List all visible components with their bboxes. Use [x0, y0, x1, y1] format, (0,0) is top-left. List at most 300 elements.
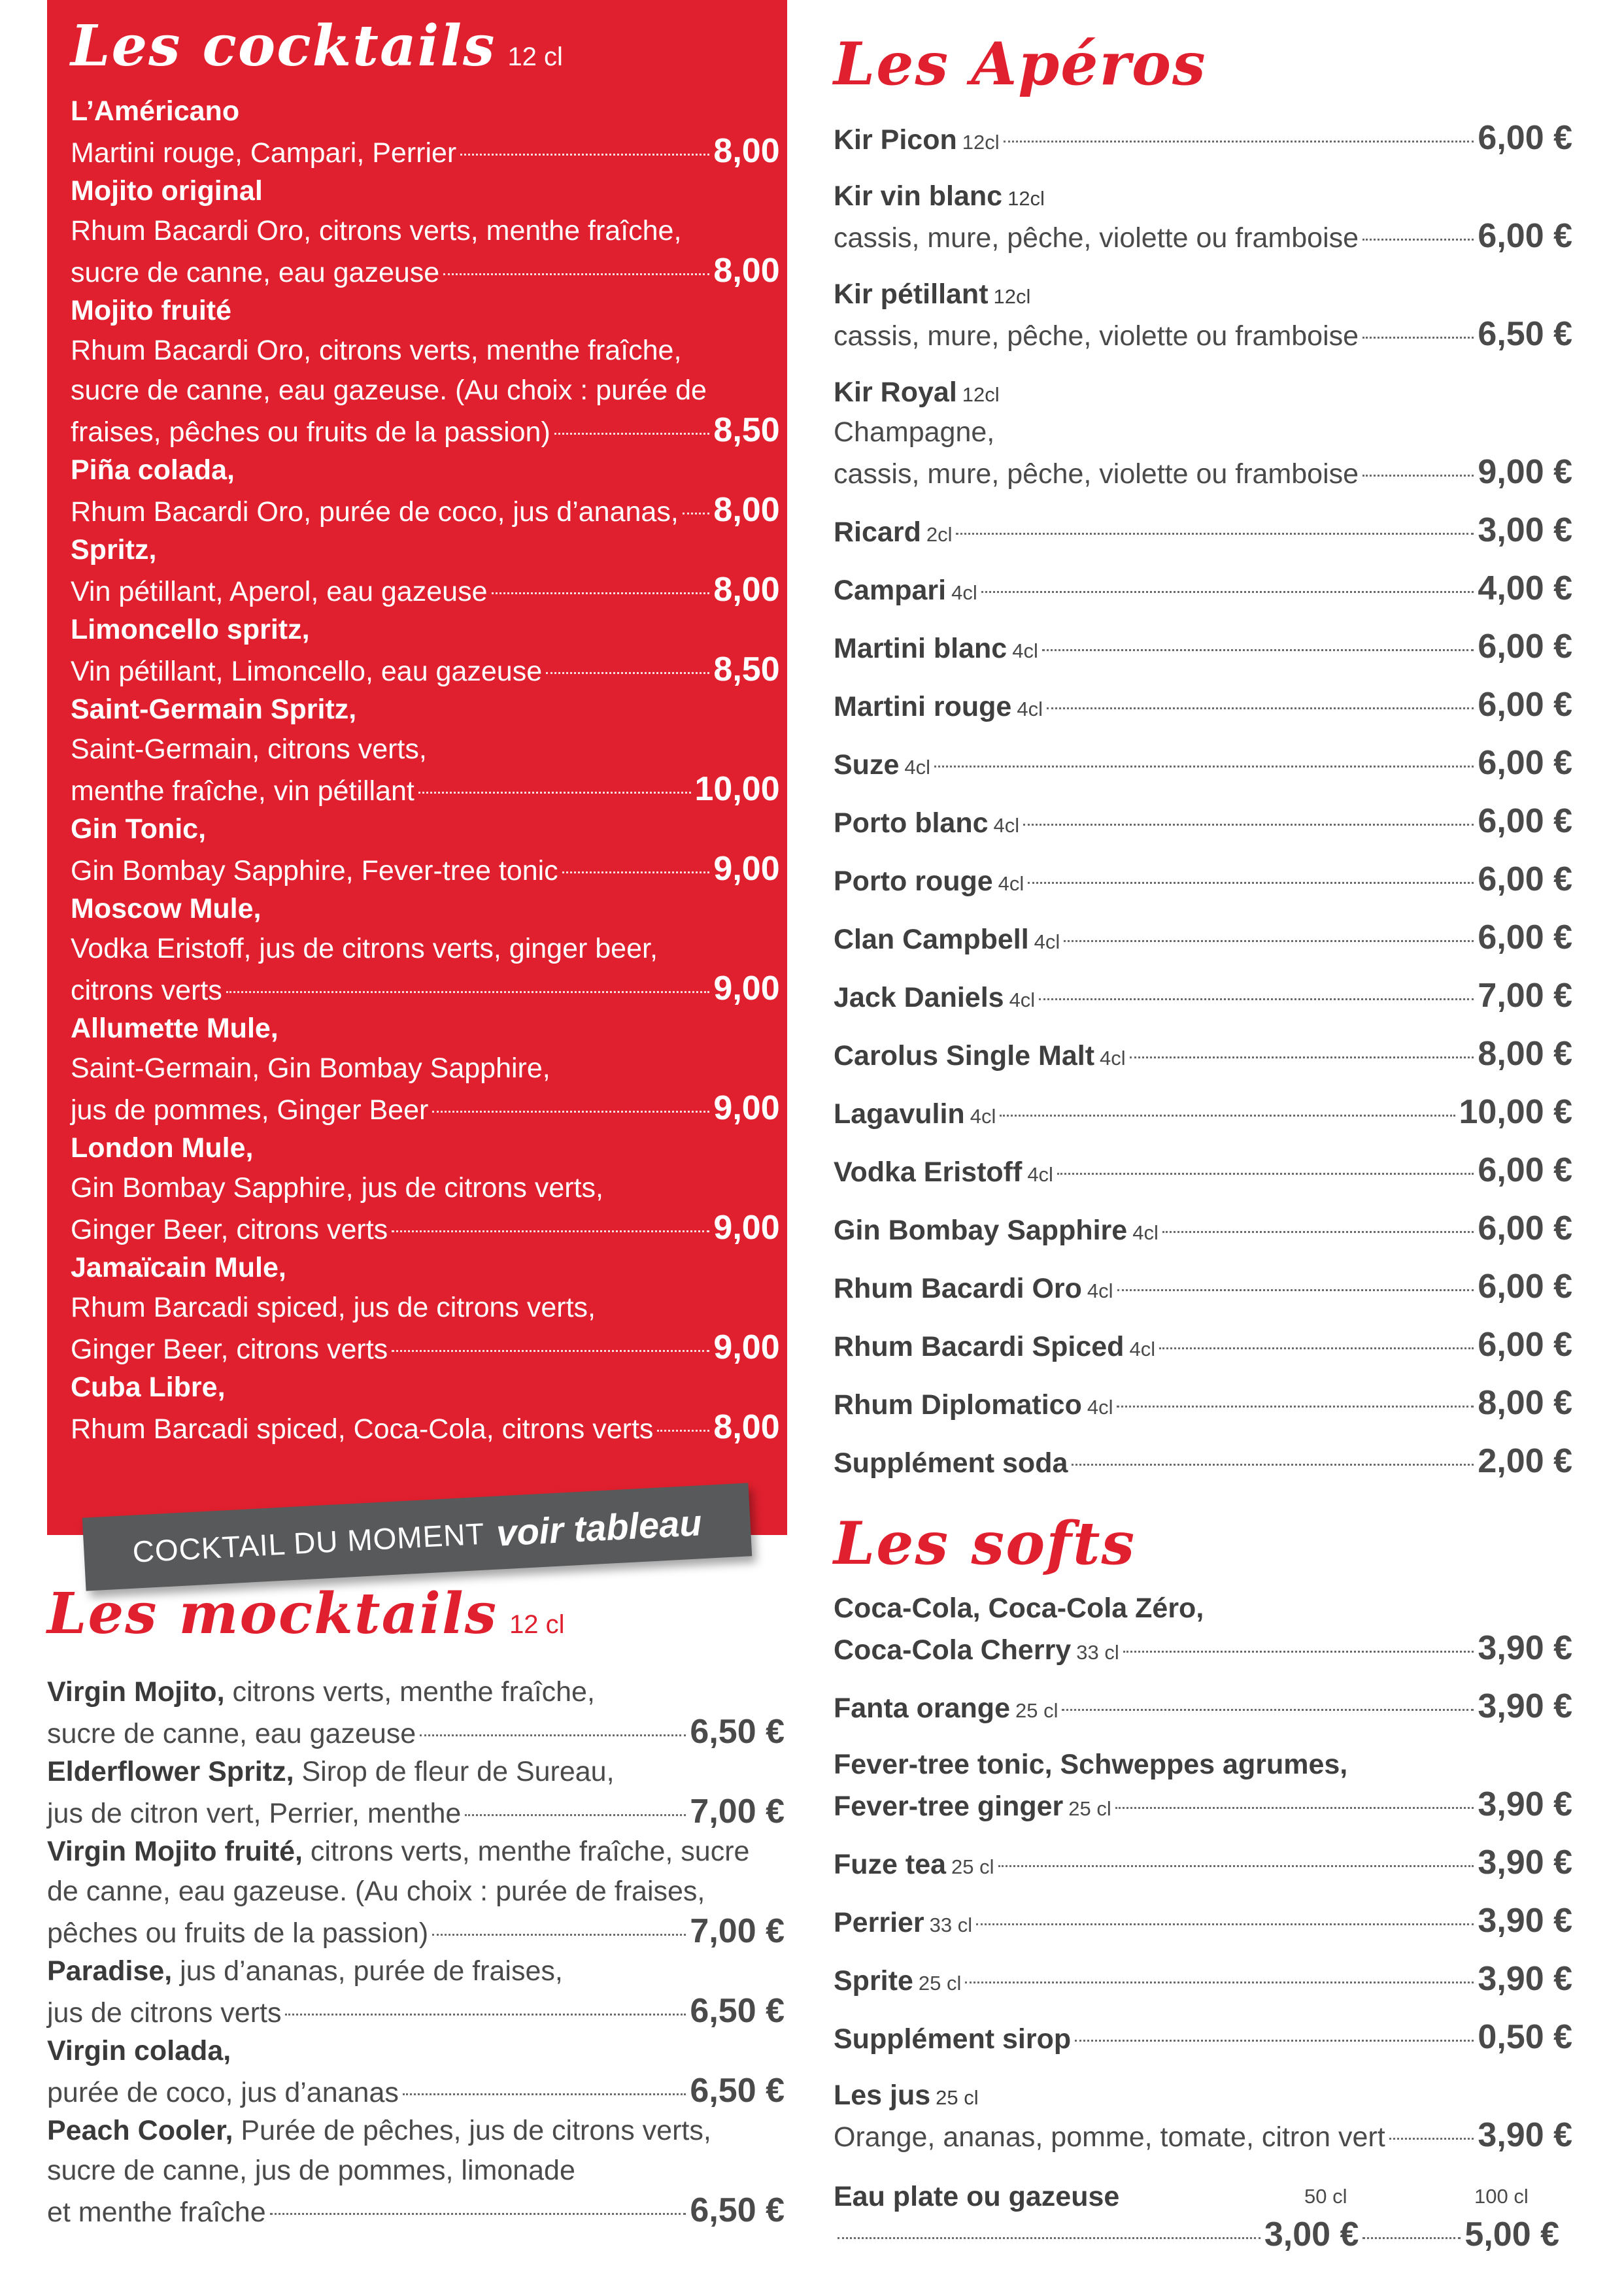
menu-item	[47, 2111, 785, 2231]
dotted-leader	[976, 1923, 1474, 1925]
item-name: Fever-tree ginger	[834, 1791, 1064, 1822]
item-price: 8,00 €	[713, 252, 808, 290]
item-price-row	[834, 2017, 1572, 2057]
item-description: citrons verts, menthe fraîche, sucre	[302, 1836, 750, 1867]
item-spacer	[834, 1132, 1572, 1151]
item-description: Champagne,	[834, 416, 995, 448]
dotted-leader	[1028, 882, 1474, 884]
menu-item	[71, 530, 808, 610]
item-price: 8,00 €	[713, 1408, 808, 1446]
item-first-line	[47, 1951, 785, 1991]
menu-item	[834, 1901, 1572, 1941]
item-name: Peach Cooler,	[47, 2115, 233, 2146]
cocktail-list	[71, 92, 808, 1447]
water-price-large: 5,00 €	[1464, 2216, 1559, 2253]
item-price: 9,00 €	[713, 970, 808, 1007]
water-price-small: 3,00 €	[1264, 2216, 1359, 2253]
item-name: Clan Campbell	[834, 924, 1029, 955]
item-name: Les jus	[834, 2080, 931, 2111]
item-price: 8,00 €	[1478, 1035, 1572, 1073]
item-name: Porto rouge	[834, 866, 993, 897]
item-price-row	[834, 1151, 1572, 1190]
item-spacer	[834, 1423, 1572, 1442]
item-description: cassis, mure, pêche, violette ou framboise	[834, 222, 1359, 254]
item-price-row	[834, 1267, 1572, 1307]
item-spacer	[834, 725, 1572, 743]
item-price: 9,00 €	[713, 1328, 808, 1366]
item-spacer	[834, 841, 1572, 860]
item-price-row	[47, 2071, 785, 2111]
item-description: Ginger Beer, citrons verts	[71, 1214, 388, 1245]
item-price-row	[834, 1901, 1572, 1941]
menu-item	[47, 2031, 785, 2111]
item-price: 3,90 €	[1478, 1629, 1572, 1667]
item-price-row	[47, 1712, 785, 1752]
item-spacer	[834, 609, 1572, 627]
menu-item	[834, 801, 1572, 841]
item-name: Paradise,	[47, 1955, 173, 1987]
mocktail-list	[47, 1672, 785, 2231]
item-price-row	[834, 452, 1572, 492]
item-description: purée de coco, jus d’ananas	[47, 2077, 399, 2108]
dotted-leader	[270, 2213, 686, 2215]
item-price: 6,00 €	[1478, 217, 1572, 255]
menu-item	[47, 1752, 785, 1832]
dotted-leader	[1064, 940, 1474, 942]
item-price-row	[71, 131, 808, 171]
menu-item	[71, 1128, 808, 1248]
item-price: 9,00 €	[713, 850, 808, 888]
menu-item	[834, 511, 1572, 550]
cocktails-heading	[71, 13, 563, 85]
item-price-row	[71, 1408, 808, 1447]
item-price: 0,50 €	[1478, 2018, 1572, 2056]
dotted-leader	[432, 1111, 709, 1113]
item-spacer	[834, 158, 1572, 177]
item-description: jus de pommes, Ginger Beer	[71, 1094, 429, 1126]
item-price-row	[834, 918, 1572, 958]
item-price-row	[834, 860, 1572, 900]
item-description: Sirop de fleur de Sureau,	[294, 1756, 615, 1787]
item-volume: 33 cl	[1076, 1641, 1119, 1664]
item-name: Martini rouge	[834, 691, 1012, 722]
dotted-leader	[554, 433, 710, 435]
menu-item	[834, 1687, 1572, 1727]
item-name: Cuba Libre,	[71, 1372, 226, 1403]
item-price: 6,50 €	[690, 1713, 785, 1751]
menu-item	[834, 118, 1572, 158]
menu-item	[834, 1325, 1572, 1365]
item-price-row	[834, 1442, 1572, 1481]
item-spacer	[834, 1307, 1572, 1325]
water-item	[834, 2177, 1572, 2262]
dotted-leader	[1057, 1173, 1474, 1175]
item-spacer	[834, 1016, 1572, 1034]
item-name-row	[834, 2076, 1572, 2116]
item-volume: 25 cl	[918, 1972, 962, 1995]
item-price-row	[834, 1383, 1572, 1423]
item-price: 4,00 €	[1478, 569, 1572, 607]
menu-item	[71, 809, 808, 889]
dotted-leader	[392, 1230, 709, 1232]
item-price-row	[834, 1209, 1572, 1249]
dotted-leader	[562, 871, 710, 873]
item-name-row	[834, 177, 1572, 216]
item-name: Limoncello spritz,	[71, 614, 310, 645]
item-name: Porto blanc	[834, 807, 989, 839]
item-name: Vodka Eristoff	[834, 1156, 1023, 1188]
menu-item	[47, 1951, 785, 2031]
item-name: Perrier	[834, 1907, 924, 1938]
item-description: sucre de canne, eau gazeuse. (Au choix : purée de	[71, 375, 707, 406]
item-volume: 4cl	[1009, 988, 1036, 1011]
item-description: de canne, eau gazeuse. (Au choix : purée de fraises,	[47, 1876, 705, 1907]
mocktails-title: Les mocktails	[47, 1581, 498, 1647]
menu-item	[834, 1209, 1572, 1249]
item-spacer	[834, 1190, 1572, 1209]
item-name: Elderflower Spritz,	[47, 1756, 294, 1787]
item-description: cassis, mure, pêche, violette ou framboise	[834, 458, 1359, 490]
menu-item	[834, 860, 1572, 900]
item-name: Campari	[834, 575, 947, 606]
item-description: Rhum Bacardi Oro, citrons verts, menthe fraîche,	[71, 335, 682, 366]
dotted-leader	[1000, 1115, 1455, 1117]
item-name: Kir vin blanc	[834, 180, 1003, 212]
menu-item	[834, 177, 1572, 256]
menu-item	[834, 2017, 1572, 2057]
item-name: Jamaïcain Mule,	[71, 1252, 286, 1283]
item-name: L’Américano	[71, 95, 240, 127]
item-description: Gin Bombay Sapphire, jus de citrons verts,	[71, 1172, 603, 1204]
item-volume: 4cl	[998, 872, 1024, 895]
item-volume: 4cl	[1027, 1163, 1053, 1186]
item-spacer	[834, 900, 1572, 918]
item-name: Moscow Mule,	[71, 893, 262, 924]
item-name: Jack Daniels	[834, 982, 1004, 1013]
item-price-row	[47, 1792, 785, 1832]
item-volume: 4cl	[904, 756, 931, 779]
item-name: Supplément sirop	[834, 2023, 1072, 2055]
item-spacer	[834, 958, 1572, 976]
item-name: Lagavulin	[834, 1098, 965, 1130]
item-name: Supplément soda	[834, 1447, 1068, 1479]
item-description: Martini rouge, Campari, Perrier	[71, 137, 457, 169]
dotted-leader	[981, 591, 1474, 593]
item-description: Saint-Germain, citrons verts,	[71, 734, 427, 765]
item-description: Orange, ananas, pomme, tomate, citron vert	[834, 2121, 1385, 2153]
item-first-line	[47, 2031, 785, 2071]
item-name: Fanta orange	[834, 1693, 1010, 1724]
item-price-row	[834, 976, 1572, 1016]
item-name-row	[834, 1745, 1572, 1785]
item-volume: 12cl	[1007, 187, 1045, 210]
menu-item	[71, 171, 808, 291]
item-name: Coca-Cola Cherry	[834, 1634, 1072, 1666]
item-price: 6,00 €	[1478, 860, 1572, 898]
dotted-leader	[1117, 1289, 1474, 1291]
menu-item	[834, 1745, 1572, 1825]
menu-item	[47, 1672, 785, 1752]
menu-item	[834, 1092, 1572, 1132]
item-price-row	[834, 1034, 1572, 1074]
dotted-leader	[1117, 1406, 1474, 1408]
item-price-row	[834, 743, 1572, 783]
item-price: 6,00 €	[1478, 1326, 1572, 1364]
dotted-leader	[1362, 2237, 1461, 2239]
item-price: 3,90 €	[1478, 1785, 1572, 1823]
dotted-leader	[683, 513, 710, 514]
item-price: 3,90 €	[1478, 1902, 1572, 1940]
item-name: Allumette Mule,	[71, 1013, 279, 1044]
menu-item	[834, 1034, 1572, 1074]
water-prices	[834, 2215, 1559, 2261]
item-price: 9,00 €	[713, 1089, 808, 1127]
dotted-leader	[1123, 1651, 1474, 1653]
cocktails-panel	[47, 0, 808, 1535]
item-price-row	[834, 627, 1572, 667]
dotted-leader	[460, 154, 709, 156]
dotted-leader	[1162, 1231, 1474, 1233]
item-name: Virgin Mojito,	[47, 1676, 225, 1708]
item-price: 8,50 €	[713, 411, 808, 449]
dotted-leader	[1072, 1464, 1474, 1466]
item-name: Martini blanc	[834, 633, 1007, 664]
menu-item	[834, 918, 1572, 958]
menu-item	[71, 450, 808, 530]
item-price-row	[834, 801, 1572, 841]
menu-item	[834, 1151, 1572, 1190]
item-volume: 2cl	[926, 523, 953, 546]
item-price-row	[834, 216, 1572, 256]
cocktails-volume: 12 cl	[507, 42, 563, 71]
dotted-leader	[657, 1430, 709, 1432]
menu-item	[834, 1959, 1572, 1999]
item-price: 8,00 €	[713, 571, 808, 609]
item-price-row	[71, 969, 808, 1009]
item-volume: 25 cl	[1015, 1699, 1058, 1722]
item-name: Piña colada,	[71, 454, 235, 486]
item-volume: 4cl	[1129, 1338, 1156, 1360]
menu-item	[71, 610, 808, 690]
item-price-row	[834, 118, 1572, 158]
item-price-row	[71, 1208, 808, 1248]
dotted-leader	[1115, 1807, 1474, 1809]
item-spacer	[834, 1825, 1572, 1843]
dotted-leader	[1362, 475, 1474, 477]
item-description: jus de citrons verts	[47, 1997, 282, 2029]
menu-item	[834, 1267, 1572, 1307]
banner-emphasis: voir tableau	[495, 1501, 703, 1554]
item-price: 6,00 €	[1478, 1268, 1572, 1306]
item-volume: 4cl	[1100, 1047, 1126, 1070]
dotted-leader	[1159, 1347, 1474, 1349]
item-name: Sprite	[834, 1965, 913, 1997]
item-price: 10,00 €	[1459, 1093, 1572, 1131]
dotted-leader	[546, 672, 709, 674]
dotted-leader	[1062, 1709, 1474, 1711]
menu-item	[834, 2076, 1572, 2155]
item-description: jus d’ananas, purée de fraises,	[172, 1955, 563, 1987]
item-price-row	[834, 511, 1572, 550]
item-price-row	[71, 1328, 808, 1368]
item-price-row	[834, 1687, 1572, 1727]
item-description: Vin pétillant, Aperol, eau gazeuse	[71, 576, 488, 607]
item-name: Suze	[834, 749, 900, 781]
item-spacer	[834, 1365, 1572, 1383]
dotted-leader	[418, 792, 691, 794]
item-name: Virgin Mojito fruité,	[47, 1836, 303, 1867]
item-price-row	[71, 849, 808, 889]
menu-item	[834, 1843, 1572, 1883]
item-price-row	[71, 411, 808, 450]
item-name: Kir pétillant	[834, 278, 989, 310]
item-name: Rhum Bacardi Spiced	[834, 1331, 1125, 1362]
item-description: Vodka Eristoff, jus de citrons verts, ginger beer,	[71, 933, 658, 964]
menu-item	[834, 976, 1572, 1016]
dotted-leader	[392, 1350, 709, 1352]
menu-item	[834, 1383, 1572, 1423]
item-price-row	[834, 685, 1572, 725]
item-volume: 25 cl	[951, 1855, 994, 1878]
item-name: Kir Picon	[834, 124, 957, 156]
item-price-row	[47, 2191, 785, 2231]
menu-item	[834, 373, 1572, 492]
dotted-leader	[1389, 2138, 1474, 2140]
item-price-row	[71, 251, 808, 291]
menu-item	[834, 1442, 1572, 1481]
item-price: 6,00 €	[1478, 119, 1572, 157]
item-price: 3,90 €	[1478, 1960, 1572, 1998]
item-description: citrons verts	[71, 975, 222, 1006]
item-description: menthe fraîche, vin pétillant	[71, 775, 414, 807]
dotted-leader	[1362, 337, 1474, 339]
item-name-row	[834, 275, 1572, 314]
item-price-row	[834, 314, 1572, 354]
menu-item	[834, 743, 1572, 783]
item-spacer	[834, 2057, 1572, 2076]
item-volume: 12cl	[962, 131, 1000, 154]
item-price: 9,00 €	[713, 1209, 808, 1247]
item-name: Gin Bombay Sapphire	[834, 1215, 1128, 1246]
item-price: 3,90 €	[1478, 1687, 1572, 1725]
item-spacer	[834, 1249, 1572, 1267]
item-description: Rhum Barcadi spiced, Coca-Cola, citrons verts	[71, 1413, 654, 1445]
menu-item	[834, 275, 1572, 354]
item-price: 6,00 €	[1478, 1209, 1572, 1247]
menu-item	[71, 1368, 808, 1447]
dotted-leader	[1039, 998, 1474, 1000]
item-spacer	[834, 1883, 1572, 1901]
item-description: Ginger Beer, citrons verts	[71, 1334, 388, 1365]
item-spacer	[834, 783, 1572, 801]
item-price-row	[834, 1843, 1572, 1883]
dotted-leader	[432, 1934, 686, 1936]
item-price-row	[834, 1628, 1572, 1668]
item-price: 6,00 €	[1478, 628, 1572, 666]
item-price: 6,00 €	[1478, 919, 1572, 956]
menu-item	[834, 569, 1572, 609]
item-description: sucre de canne, jus de pommes, limonade	[47, 2155, 575, 2186]
item-volume: 4cl	[951, 581, 977, 604]
item-price: 8,50 €	[713, 650, 808, 688]
item-spacer	[834, 256, 1572, 275]
item-volume: 4cl	[1132, 1221, 1159, 1244]
item-spacer	[834, 492, 1572, 511]
item-price-row	[71, 650, 808, 690]
item-price-row	[71, 1088, 808, 1128]
item-spacer	[834, 1668, 1572, 1687]
item-price: 6,50 €	[1478, 315, 1572, 353]
item-spacer	[834, 354, 1572, 373]
item-description: sucre de canne, eau gazeuse	[71, 257, 440, 288]
item-price: 8,00 €	[713, 491, 808, 529]
dotted-leader	[285, 2014, 686, 2016]
cocktails-title: Les cocktails	[71, 13, 496, 79]
item-volume: 4cl	[1087, 1279, 1113, 1302]
item-name: Rhum Bacardi Oro	[834, 1273, 1082, 1304]
item-name: Carolus Single Malt	[834, 1040, 1095, 1071]
item-volume: 4cl	[993, 814, 1020, 837]
soft-list	[834, 1589, 1572, 2155]
dotted-leader	[420, 1734, 686, 1736]
item-description: jus de citron vert, Perrier, menthe	[47, 1798, 462, 1829]
item-price: 3,90 €	[1478, 2116, 1572, 2154]
item-price: 8,00 €	[713, 132, 808, 170]
menu-item	[71, 291, 808, 450]
item-price: 6,00 €	[1478, 744, 1572, 782]
item-price: 7,00 €	[1478, 977, 1572, 1015]
item-price: 6,50 €	[690, 1992, 785, 2030]
item-description: pêches ou fruits de la passion)	[47, 1917, 429, 1949]
softs-title: Les softs	[834, 1509, 1136, 1578]
item-price: 3,00 €	[1478, 511, 1572, 549]
item-description: cassis, mure, pêche, violette ou framboise	[834, 320, 1359, 352]
mocktails-volume: 12 cl	[509, 1610, 565, 1639]
item-price: 3,90 €	[1478, 1844, 1572, 1881]
apero-list	[834, 118, 1572, 1481]
dotted-leader	[465, 1814, 686, 1816]
menu-item	[47, 1832, 785, 1951]
item-price: 10,00 €	[694, 770, 808, 808]
item-description: Saint-Germain, Gin Bombay Sapphire,	[71, 1053, 550, 1084]
dotted-leader	[226, 991, 710, 993]
item-price-row	[834, 1092, 1572, 1132]
item-name-row	[834, 373, 1572, 413]
item-description: Vin pétillant, Limoncello, eau gazeuse	[71, 656, 543, 687]
item-volume: 12cl	[962, 383, 1000, 406]
item-name: Coca-Cola, Coca-Cola Zéro,	[834, 1593, 1204, 1624]
item-name: Kir Royal	[834, 377, 957, 408]
item-description: Purée de pêches, jus de citrons verts,	[233, 2115, 711, 2146]
mocktails-heading	[47, 1581, 565, 1647]
aperos-title: Les Apéros	[834, 29, 1207, 99]
item-description: Rhum Bacardi Oro, citrons verts, menthe fraîche,	[71, 215, 682, 246]
water-volume-small: 50 cl	[1304, 2185, 1347, 2208]
item-first-line	[47, 1672, 785, 1712]
item-price: 6,50 €	[690, 2191, 785, 2229]
item-volume: 4cl	[1087, 1396, 1113, 1419]
item-spacer	[834, 1074, 1572, 1092]
item-volume: 33 cl	[929, 1914, 973, 1936]
item-price: 6,50 €	[690, 2072, 785, 2110]
item-name: London Mule,	[71, 1132, 254, 1164]
dotted-leader	[492, 592, 710, 594]
item-name: Saint-Germain Spritz,	[71, 694, 357, 725]
item-volume: 4cl	[970, 1105, 996, 1128]
item-price: 6,00 €	[1478, 1151, 1572, 1189]
menu-item	[834, 1589, 1572, 1668]
dotted-leader	[965, 1982, 1474, 1983]
